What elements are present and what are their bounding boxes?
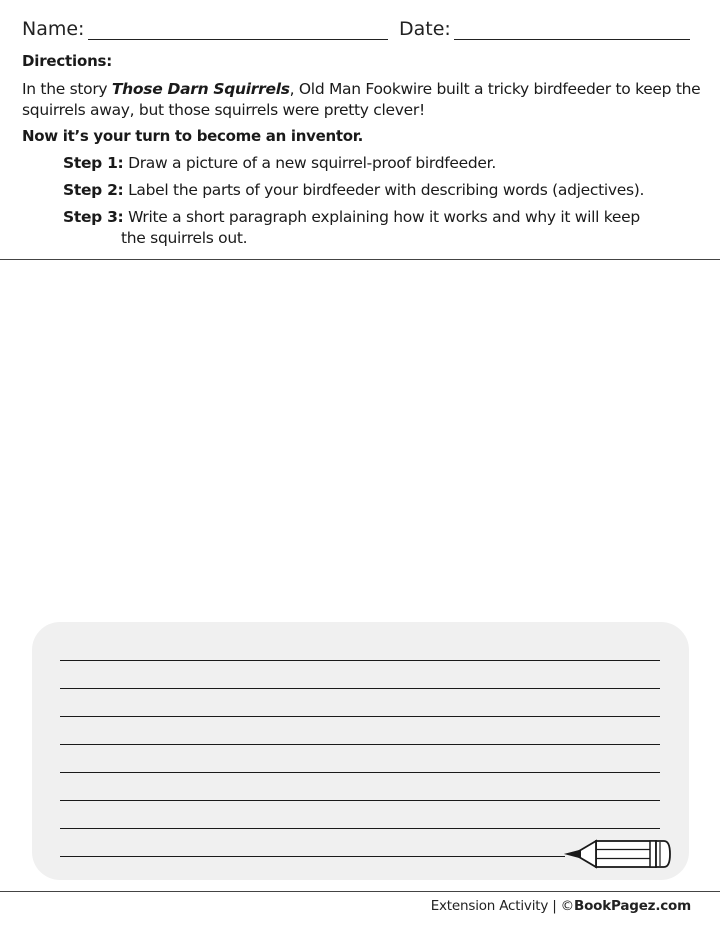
step-1 [63,153,703,174]
footer-activity: Extension Activity | © [430,898,574,914]
writing-line[interactable] [60,688,660,689]
pencil-icon [560,834,676,874]
footer [431,898,691,914]
step-1-label: Step 1: [63,154,124,172]
writing-line[interactable] [60,828,660,829]
step-2-label: Step 2: [63,181,124,199]
step-3-continuation: the squirrels out. [121,229,248,247]
story-title: Those Darn Squirrels [111,80,290,98]
header-row [0,14,720,48]
step-2 [63,180,703,201]
date-field[interactable] [454,39,690,40]
name-field[interactable] [88,39,388,40]
top-divider [0,259,720,260]
step-3 [63,207,703,249]
date-label: Date: [399,18,451,40]
writing-line[interactable] [60,716,660,717]
drawing-area[interactable] [0,262,720,617]
step-3-label: Step 3: [63,208,124,226]
step-2-text: Label the parts of your birdfeeder with describing words (adjectives). [123,181,645,199]
bottom-divider [0,891,720,892]
writing-line[interactable] [60,772,660,773]
writing-line[interactable] [60,744,660,745]
writing-line[interactable] [60,856,565,857]
directions-title: Directions: [22,52,113,70]
writing-line[interactable] [60,660,660,661]
directions-intro [22,79,702,121]
intro-prefix: In the story [22,80,112,98]
inventor-prompt: Now it’s your turn to become an inventor. [22,127,364,145]
step-3-text: Write a short paragraph explaining how it works and why it will keep [123,208,640,226]
step-1-text: Draw a picture of a new squirrel-proof birdfeeder. [123,154,496,172]
writing-line[interactable] [60,800,660,801]
footer-brand: BookPagez.com [573,898,691,914]
intro-suffix: , Old Man Fookwire built a tricky birdfeeder to keep the squirrels away, but those squirrels were pretty clever! [22,80,701,119]
name-label: Name: [22,18,85,40]
